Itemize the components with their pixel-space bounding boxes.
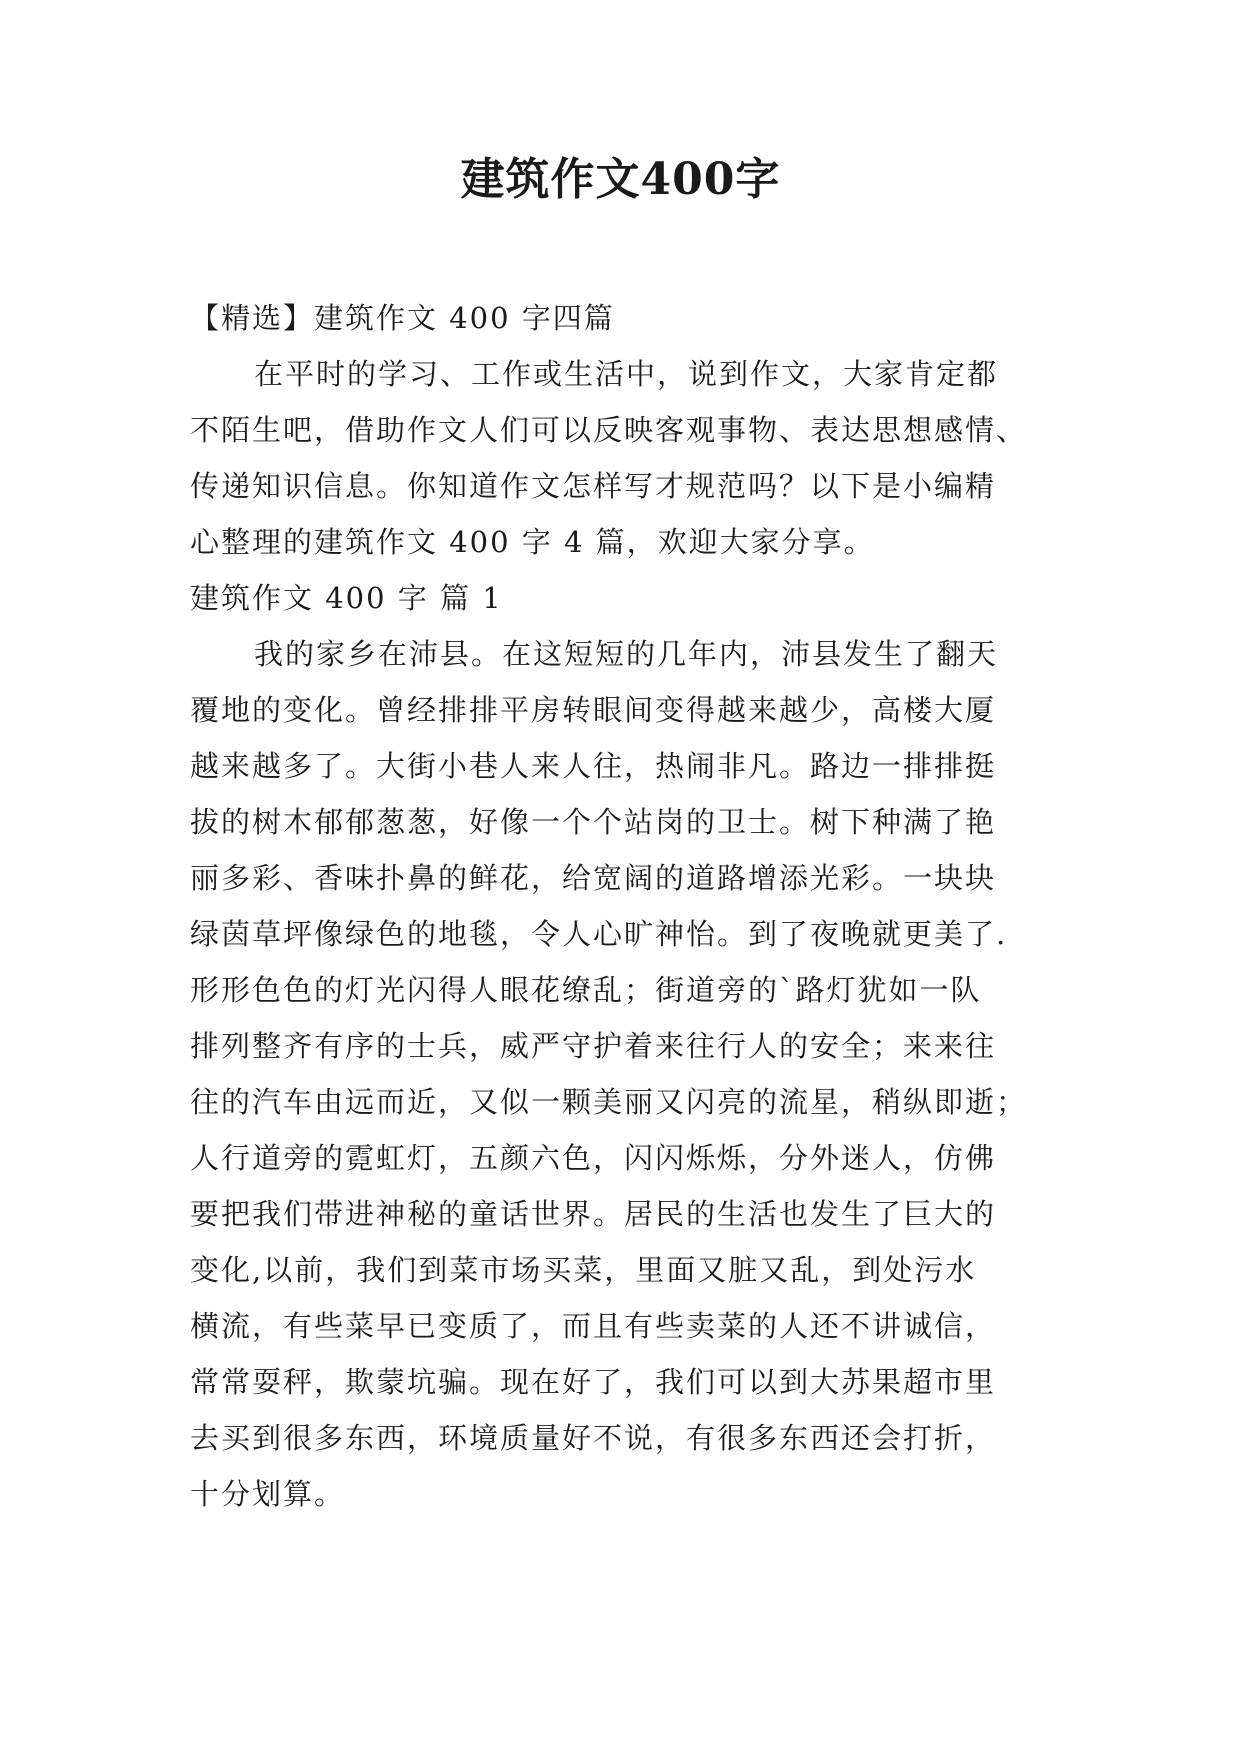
text-line: 要把我们带进神秘的童话世界。居民的生活也发生了巨大的: [190, 1197, 997, 1231]
text-line: 越来越多了。大街小巷人来人往，热闹非凡。路边一排排挺: [190, 749, 997, 783]
text-line: 拔的树木郁郁葱葱，好像一个个站岗的卫士。树下种满了艳: [190, 805, 997, 839]
text-line: 不陌生吧，借助作文人们可以反映客观事物、表达思想感情、: [190, 413, 1028, 447]
document-title: 建筑作文400字: [460, 154, 781, 205]
text-line: 排列整齐有序的士兵，威严守护着来往行人的安全；来来往: [190, 1029, 997, 1063]
text-line: 人行道旁的霓虹灯，五颜六色，闪闪烁烁，分外迷人，仿佛: [190, 1141, 997, 1175]
text-line: 绿茵草坪像绿色的地毯，令人心旷神怡。到了夜晚就更美了.: [190, 917, 1008, 951]
text-line: 常常耍秤，欺蒙坑骗。现在好了，我们可以到大苏果超市里: [190, 1365, 997, 1399]
text-line: 十分划算。: [190, 1477, 346, 1511]
text-line: 形形色色的灯光闪得人眼花缭乱；街道旁的`路灯犹如一队: [190, 973, 982, 1007]
text-line: 覆地的变化。曾经排排平房转眼间变得越来越少，高楼大厦: [190, 693, 997, 727]
text-line: 我的家乡在沛县。在这短短的几年内，沛县发生了翻天: [254, 637, 999, 671]
text-line: 【精选】建筑作文 400 字四篇: [190, 301, 615, 335]
text-line: 横流，有些菜早已变质了，而且有些卖菜的人还不讲诚信，: [190, 1309, 997, 1343]
text-line: 往的汽车由远而近，又似一颗美丽又闪亮的流星，稍纵即逝；: [190, 1085, 1028, 1119]
text-line: 丽多彩、香味扑鼻的鲜花，给宽阔的道路增添光彩。一块块: [190, 861, 997, 895]
text-line: 去买到很多东西，环境质量好不说，有很多东西还会打折，: [190, 1421, 997, 1455]
text-line: 建筑作文 400 字 篇 1: [190, 581, 503, 615]
text-line: 传递知识信息。你知道作文怎样写才规范吗？以下是小编精: [190, 469, 997, 503]
text-line: 心整理的建筑作文 400 字 4 篇，欢迎大家分享。: [190, 525, 875, 559]
text-line: 变化,以前，我们到菜市场买菜，里面又脏又乱，到处污水: [190, 1253, 977, 1287]
text-line: 在平时的学习、工作或生活中，说到作文，大家肯定都: [254, 357, 999, 391]
document-body: [190, 290, 1070, 1522]
